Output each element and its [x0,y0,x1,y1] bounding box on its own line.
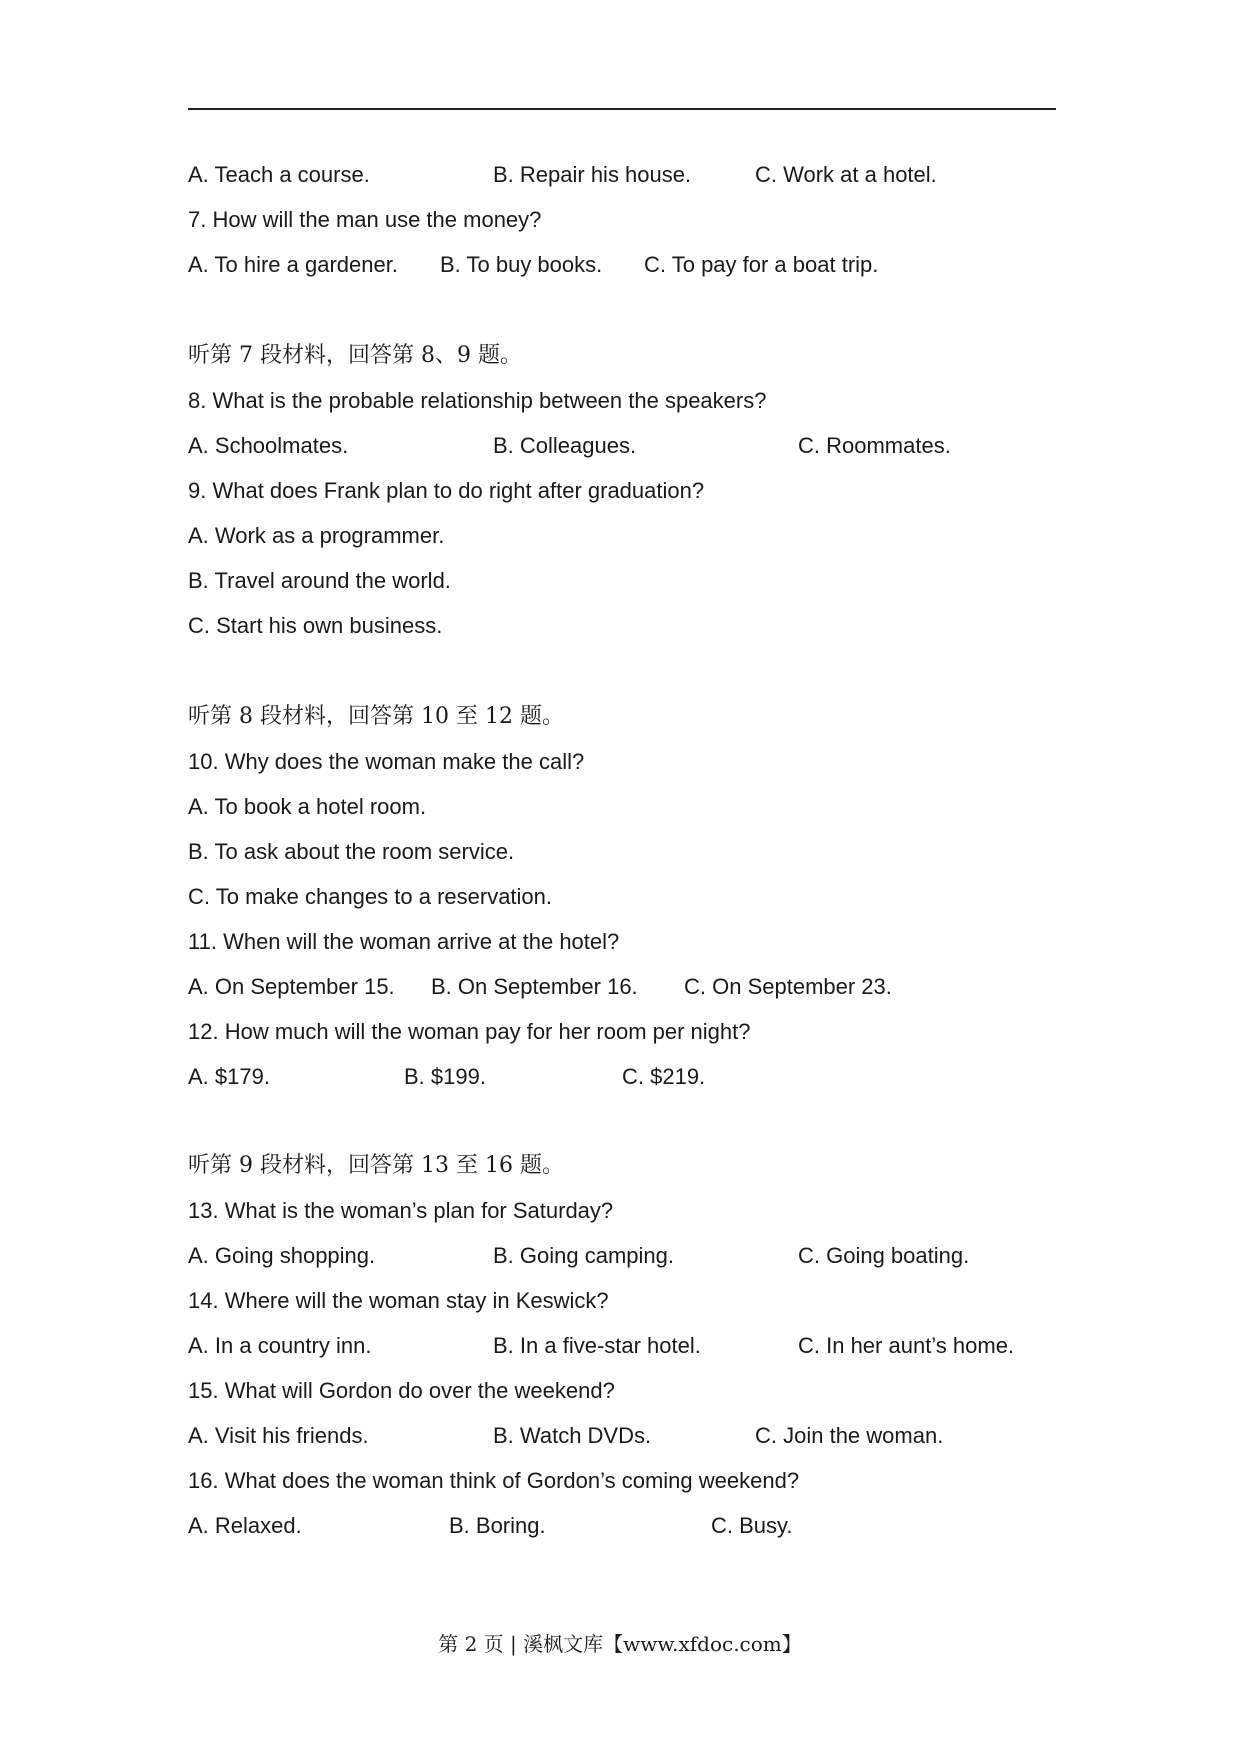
section-7-heading: 听第 7 段材料，回答第 8、9 题。 [188,343,522,368]
q7-option-a: A. To hire a gardener. [188,252,398,277]
q11-option-a: A. On September 15. [188,974,395,999]
q12-question: 12. How much will the woman pay for her room per night? [188,1019,751,1044]
q14-option-b: B. In a five-star hotel. [493,1333,701,1358]
q7-option-c: C. To pay for a boat trip. [644,252,879,277]
q14-option-a: A. In a country inn. [188,1333,372,1358]
q15-question: 15. What will Gordon do over the weekend? [188,1378,615,1403]
q9-question: 9. What does Frank plan to do right after graduation? [188,478,705,503]
q12-option-a: A. $179. [188,1064,270,1089]
section-8-heading: 听第 8 段材料，回答第 10 至 12 题。 [188,704,564,729]
q14-question: 14. Where will the woman stay in Keswick? [188,1288,609,1313]
q9-option-c: C. Start his own business. [188,613,443,638]
q7-question: 7. How will the man use the money? [188,207,542,232]
q10-option-a: A. To book a hotel room. [188,794,427,819]
q15-option-c: C. Join the woman. [755,1423,944,1448]
q11-option-b: B. On September 16. [431,974,638,999]
q12-option-c: C. $219. [622,1064,706,1089]
q9-option-b: B. Travel around the world. [188,568,451,593]
q12-option-b: B. $199. [404,1064,486,1089]
q7-option-b: B. To buy books. [440,252,603,277]
q8-option-c: C. Roommates. [798,433,951,458]
q14-option-c: C. In her aunt’s home. [798,1333,1015,1358]
q8-question: 8. What is the probable relationship between the speakers? [188,388,767,413]
q6-option-c: C. Work at a hotel. [755,162,937,187]
q16-question: 16. What does the woman think of Gordon’s coming weekend? [188,1468,800,1493]
q13-question: 13. What is the woman’s plan for Saturday? [188,1198,614,1223]
q16-option-b: B. Boring. [449,1513,546,1538]
page-footer: 第 2 页 | 溪枫文库【www.xfdoc.com】 [438,1632,802,1656]
q10-option-c: C. To make changes to a reservation. [188,884,553,909]
q13-option-a: A. Going shopping. [188,1243,376,1268]
q6-option-b: B. Repair his house. [493,162,692,187]
q9-option-a: A. Work as a programmer. [188,523,445,548]
q13-option-c: C. Going boating. [798,1243,970,1268]
q16-option-a: A. Relaxed. [188,1513,302,1538]
q15-option-b: B. Watch DVDs. [493,1423,652,1448]
q13-option-b: B. Going camping. [493,1243,674,1268]
section-9-heading: 听第 9 段材料，回答第 13 至 16 题。 [188,1153,564,1178]
q11-option-c: C. On September 23. [684,974,892,999]
q6-option-a: A. Teach a course. [188,162,370,187]
q11-question: 11. When will the woman arrive at the hotel? [188,929,620,954]
q15-option-a: A. Visit his friends. [188,1423,369,1448]
q8-option-a: A. Schoolmates. [188,433,349,458]
q8-option-b: B. Colleagues. [493,433,637,458]
q10-question: 10. Why does the woman make the call? [188,749,585,774]
q16-option-c: C. Busy. [711,1513,793,1538]
q10-option-b: B. To ask about the room service. [188,839,515,864]
header-rule [188,108,1056,110]
